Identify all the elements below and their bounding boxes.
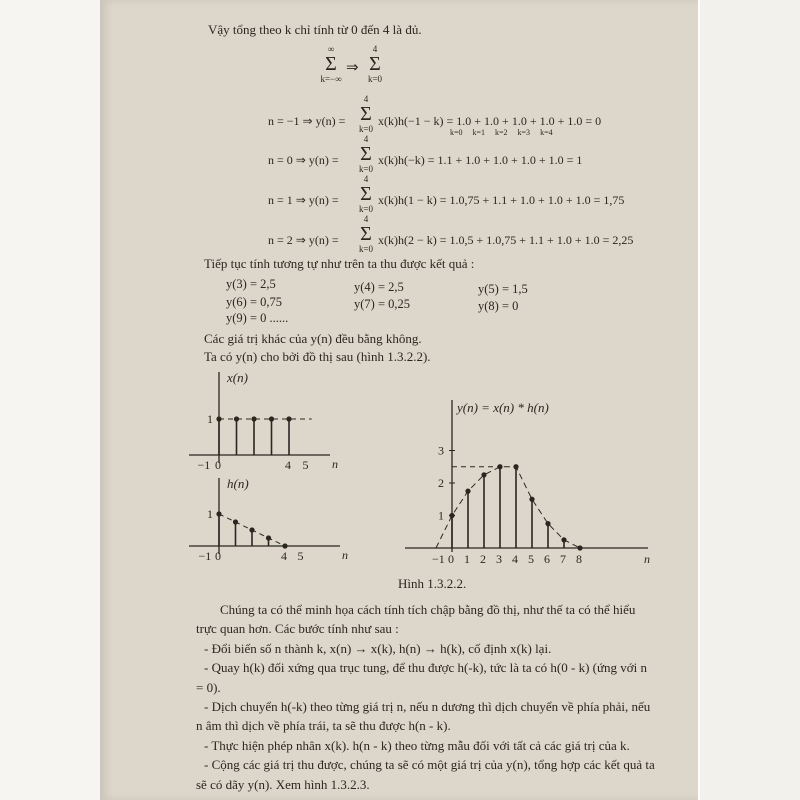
sample-point — [465, 489, 470, 494]
equation-n-0-rhs: x(k)h(−k) = 1.1 + 1.0 + 1.0 + 1.0 + 1.0 = 1 — [378, 153, 583, 167]
x-tick-label: 6 — [544, 552, 550, 566]
step-3: - Dịch chuyển h(-k) theo từng giá trị n, nếu n dương thì dịch chuyển về phía phải, nếu n âm thì dịch về phía trái, ta sẽ thu được h(n - k). — [196, 699, 651, 734]
result-y6: y(6) = 0,75 — [226, 295, 282, 309]
sample-point — [234, 416, 239, 421]
result-y5: y(5) = 1,5 — [478, 282, 528, 296]
paragraph-intro: Chúng ta có thể minh họa cách tính tích chập bằng đồ thị, như thế ta có thể hiểu trực quan hơn. Các bước tính như sau : — [196, 602, 636, 637]
x-tick-label: 4 — [285, 458, 291, 472]
x-tick-label: 5 — [297, 549, 304, 563]
sample-point — [577, 545, 582, 550]
equation-n-minus-1-rhs: x(k)h(−1 − k) = 1.0 + 1.0 + 1.0 + 1.0 + 1.0 = 0 — [378, 114, 602, 128]
x-axis-label: n — [332, 457, 338, 471]
result-y8: y(8) = 0 — [478, 299, 519, 313]
step-4: - Thực hiện phép nhân x(k). h(n - k) theo từng mẫu đối với tất cả các giá trị của k. — [204, 737, 630, 753]
x-tick-label: 0 — [215, 458, 221, 472]
x-tick-label: 5 — [528, 552, 534, 566]
result-y3: y(3) = 2,5 — [226, 277, 276, 291]
sum-from: ∞ Σ k=−∞ — [320, 44, 342, 84]
sample-point — [481, 472, 486, 477]
equation-n-2-sum: 4 Σ k=0 — [358, 214, 374, 254]
sample-point — [449, 513, 454, 518]
x-tick-label: 2 — [480, 552, 486, 566]
x-tick-label: −1 — [197, 458, 211, 472]
sample-point — [545, 521, 550, 526]
x-tick-label: 1 — [464, 552, 470, 566]
equation-n-0-sum: 4 Σ k=0 — [358, 134, 374, 174]
x-tick-label: 7 — [560, 552, 566, 566]
equation-n-0-lhs: n = 0 ⇒ y(n) = — [268, 153, 339, 167]
continue-text: Tiếp tục tính tương tự như trên ta thu được kết quả : — [204, 256, 475, 271]
y-tick-label: 1 — [207, 412, 213, 426]
step-2: - Quay h(k) đối xứng qua trục tung, để thu được h(-k), tức là ta có h(0 - k) (ứng với n = 0). — [196, 660, 648, 695]
equation-n-1-sum: 4 Σ k=0 — [358, 174, 374, 214]
x-tick-label: −1 — [432, 552, 445, 566]
sample-point — [216, 416, 221, 421]
others-zero-text: Các giá trị khác của y(n) đều bằng không. — [204, 331, 422, 346]
equation-n-minus-1-lhs: n = −1 ⇒ y(n) = — [268, 114, 346, 128]
x-tick-label: 3 — [496, 552, 502, 566]
y-axis-label: x(n) — [227, 370, 248, 385]
y-plot — [405, 400, 650, 566]
intro-line: Vậy tổng theo k chỉ tính từ 0 đến 4 là đủ. — [208, 22, 422, 37]
x-axis-label: n — [644, 552, 650, 566]
sample-point — [529, 497, 534, 502]
x-tick-label: 5 — [302, 458, 309, 472]
step-1: - Đổi biến số n thành k, x(n) → x(k), h(n) → h(k), cố định x(k) lại. — [204, 640, 552, 656]
y-tick-label: 1 — [438, 508, 444, 523]
sample-point — [251, 416, 256, 421]
steps-text — [196, 600, 656, 794]
y-tick-label: 1 — [207, 507, 213, 521]
x-tick-label: 0 — [215, 549, 221, 563]
y-axis-label: y(n) = x(n) * h(n) — [457, 400, 549, 415]
equation-n-1-rhs: x(k)h(1 − k) = 1.0,75 + 1.1 + 1.0 + 1.0 + 1.0 = 1,75 — [378, 193, 625, 207]
sample-point — [286, 416, 291, 421]
y-tick-label: 2 — [438, 476, 444, 490]
result-y4: y(4) = 2,5 — [354, 280, 404, 294]
graph-intro-text: Ta có y(n) cho bởi đồ thị sau (hình 1.3.2.2). — [204, 349, 431, 364]
sample-point — [266, 535, 271, 540]
x-axis-label: n — [342, 548, 348, 562]
sample-point — [282, 543, 287, 548]
sample-point — [216, 511, 221, 516]
sample-point — [249, 527, 254, 532]
sample-point — [497, 464, 502, 469]
sum-arrow: ⇒ — [346, 60, 359, 76]
step-5: - Cộng các giá trị thu được, chúng ta sẽ có một giá trị của y(n), tổng hợp các kết quả ta sẽ có dãy y(n). Xem hình 1.3.2.3. — [196, 757, 655, 792]
x-tick-label: 0 — [448, 552, 454, 566]
sum-to: 4 Σ k=0 — [367, 44, 383, 84]
x-tick-label: 4 — [512, 552, 518, 566]
x-tick-label: 8 — [576, 552, 582, 566]
sample-point — [269, 416, 274, 421]
sample-point — [513, 464, 518, 469]
y-tick-label: 3 — [438, 443, 444, 458]
envelope-line — [436, 467, 580, 548]
equation-n-minus-1-sum: 4 Σ k=0 — [358, 94, 374, 134]
sample-point — [233, 519, 238, 524]
x-tick-label: −1 — [198, 549, 212, 563]
equation-n-2-rhs: x(k)h(2 − k) = 1.0,5 + 1.0,75 + 1.1 + 1.0 + 1.0 = 2,25 — [378, 233, 634, 247]
h-plot — [189, 476, 348, 563]
sample-point — [561, 537, 566, 542]
figure-caption: Hình 1.3.2.2. — [398, 576, 467, 591]
equation-n-2-lhs: n = 2 ⇒ y(n) = — [268, 233, 339, 247]
equation-n-1-lhs: n = 1 ⇒ y(n) = — [268, 193, 339, 207]
result-y9: y(9) = 0 ...... — [226, 311, 289, 325]
y-axis-label: h(n) — [227, 476, 249, 491]
x-tick-label: 4 — [281, 549, 287, 563]
result-y7: y(7) = 0,25 — [354, 297, 410, 311]
x-plot — [189, 370, 338, 472]
equation-n-minus-1-subscripts: k=0 k=1 k=2 k=3 k=4 — [450, 128, 553, 137]
